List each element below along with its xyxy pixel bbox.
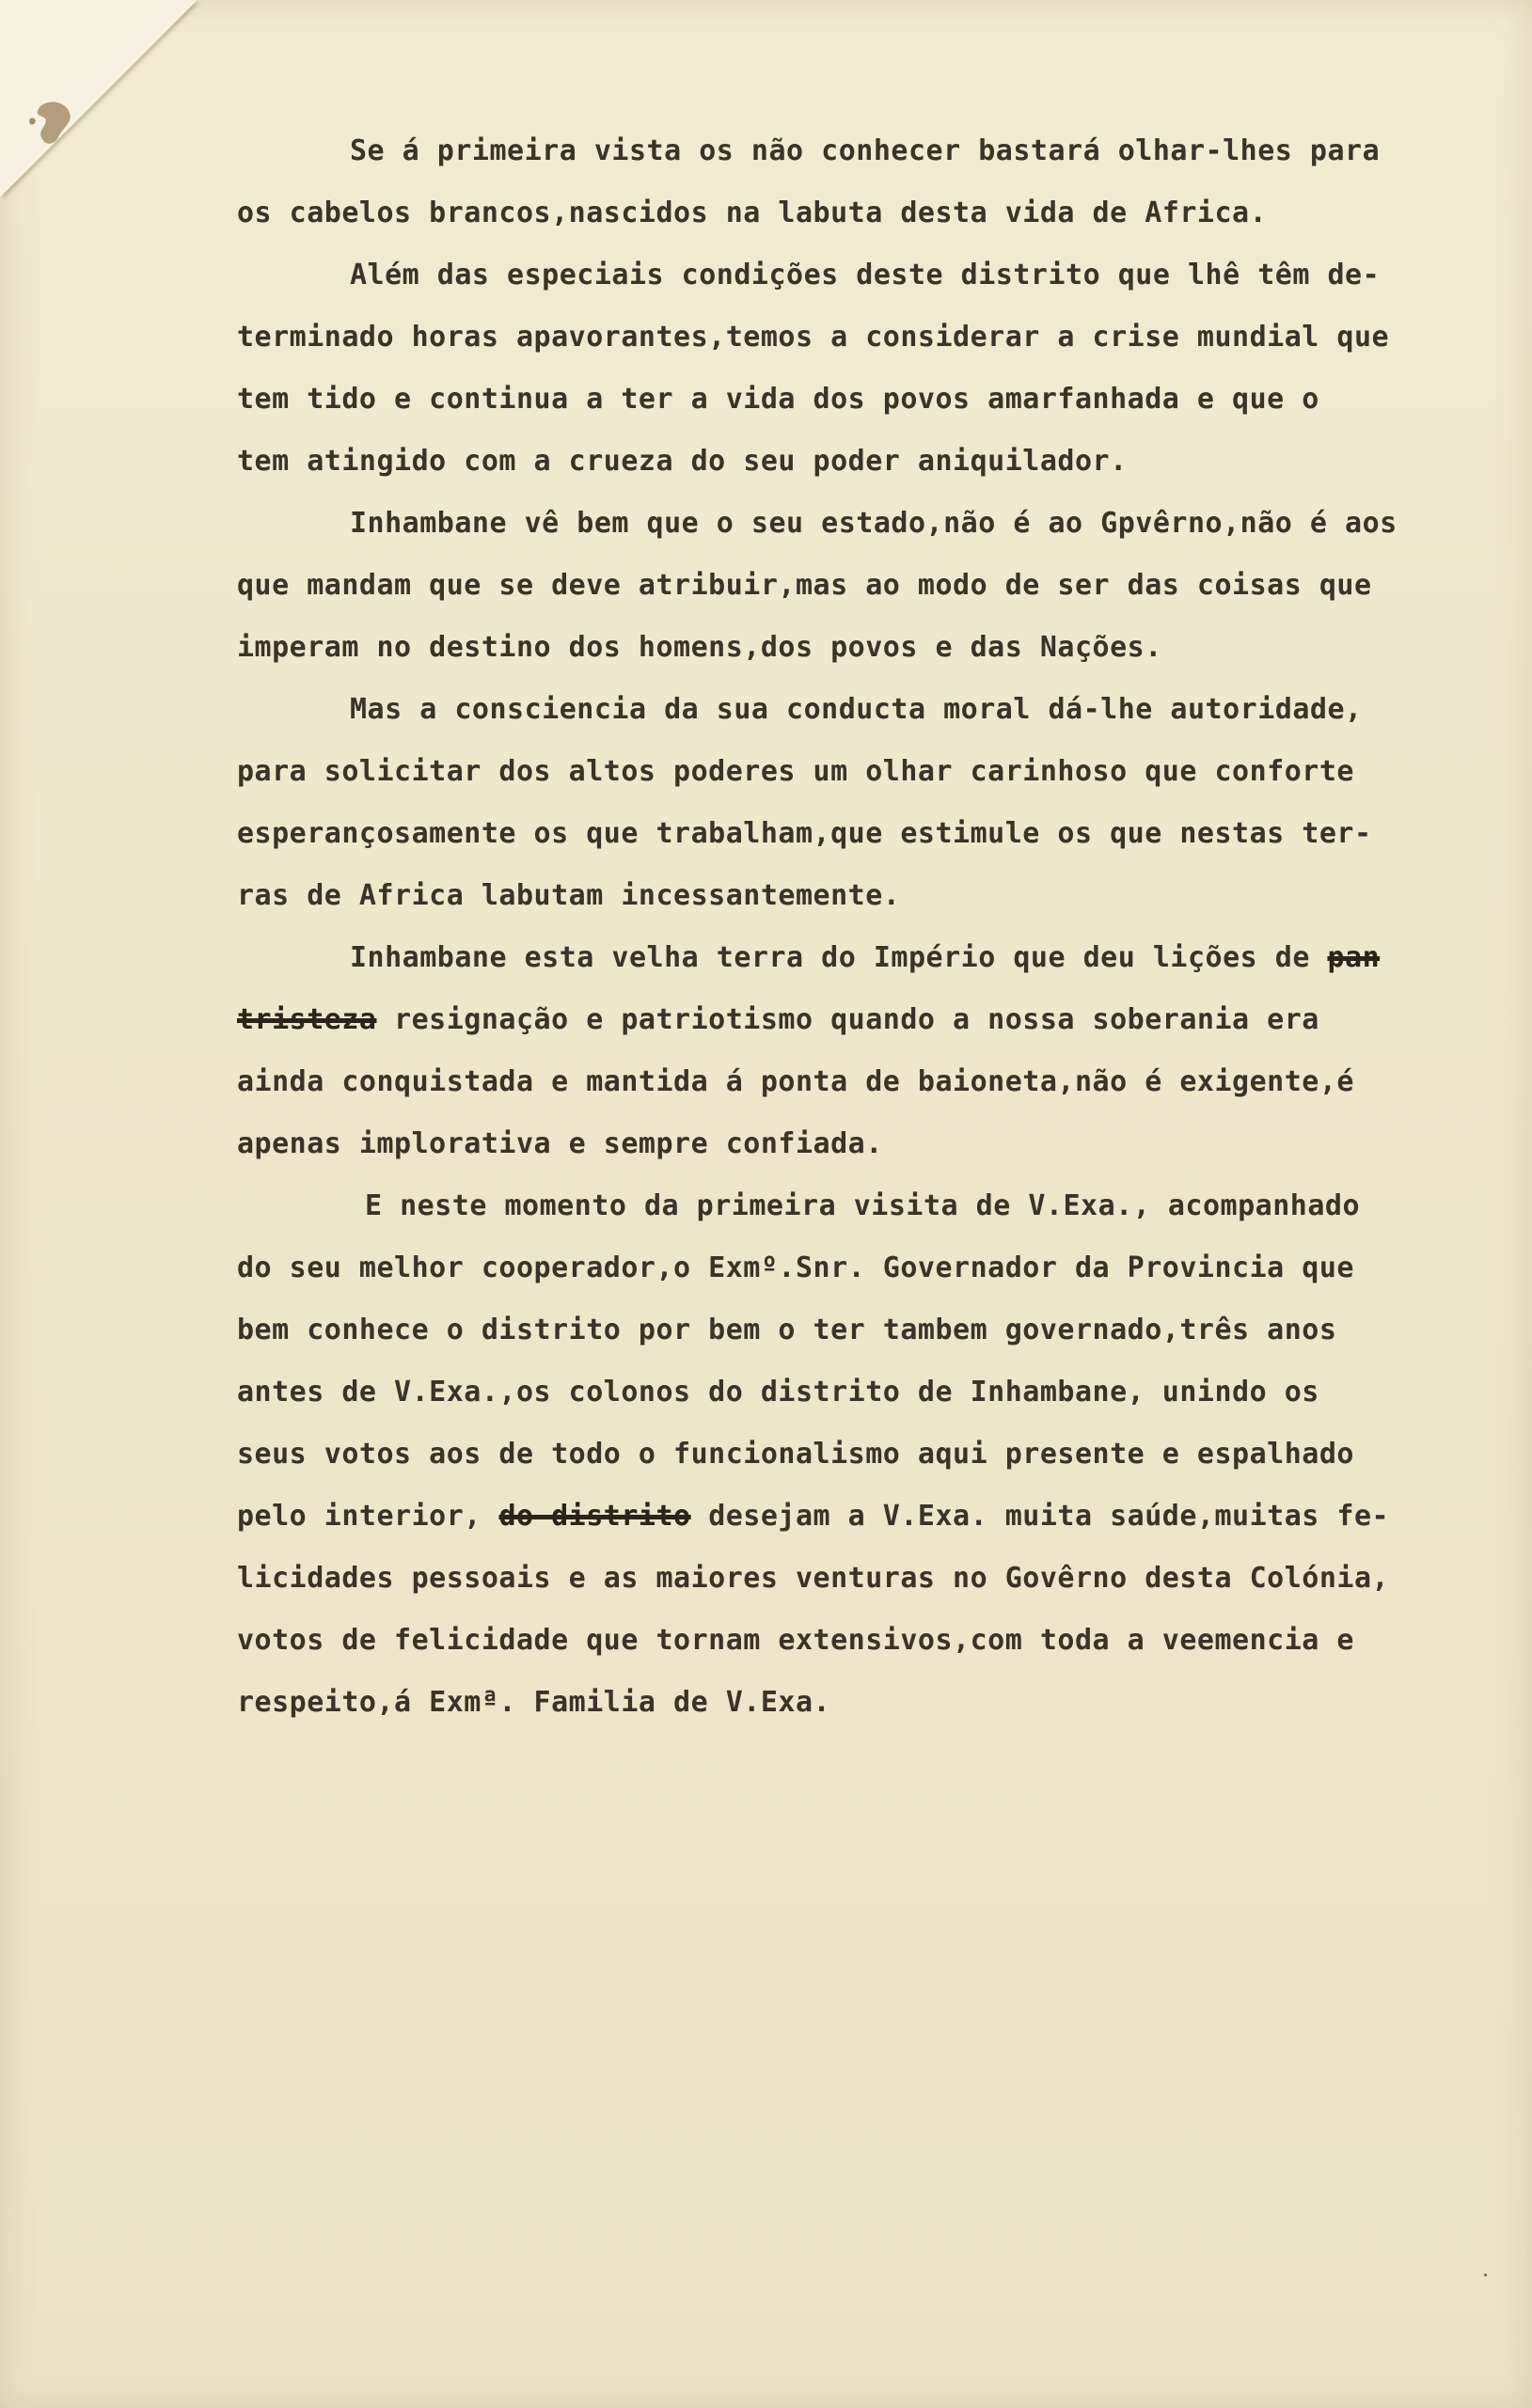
text-line: tem tido e continua a ter a vida dos povos amarfanhada e que o <box>237 383 1319 416</box>
text-line: terminado horas apavorantes,temos a considerar a crise mundial que <box>237 321 1390 354</box>
typed-text-block <box>237 120 1488 1734</box>
text-line: seus votos aos de todo o funcionalismo aqui presente e espalhado <box>237 1438 1354 1471</box>
text-line: Inhambane vê bem que o seu estado,não é ao Gpvêrno,não é aos <box>350 507 1398 540</box>
text-line: E neste momento da primeira visita de V.Exa., acompanhado <box>365 1189 1361 1222</box>
text-segment: Inhambane esta velha terra do Império que deu lições de <box>350 941 1310 974</box>
text-line: para solicitar dos altos poderes um olhar carinhoso que conforte <box>237 755 1354 788</box>
text-segment: pelo interior, <box>237 1500 482 1533</box>
text-line: Mas a consciencia da sua conducta moral dá-lhe autoridade, <box>350 693 1363 726</box>
text-line: tem atingido com a crueza do seu poder aniquilador. <box>237 445 1128 478</box>
paper-speck <box>1484 2274 1487 2276</box>
text-segment: desejam a V.Exa. muita saúde,muitas fe- <box>708 1500 1390 1533</box>
text-line: imperam no destino dos homens,dos povos e das Nações. <box>237 631 1162 664</box>
text-line: que mandam que se deve atribuir,mas ao modo de ser das coisas que <box>237 569 1372 602</box>
ink-stain-icon <box>21 90 87 156</box>
struck-word: do distrito <box>498 1500 691 1533</box>
text-line: os cabelos brancos,nascidos na labuta desta vida de Africa. <box>237 197 1268 229</box>
text-line: do seu melhor cooperador,o Exmº.Snr. Governador da Provincia que <box>237 1251 1354 1284</box>
text-line: esperançosamente os que trabalham,que estimule os que nestas ter- <box>237 817 1372 850</box>
text-line-with-strike <box>237 927 1488 989</box>
text-line: ainda conquistada e mantida á ponta de baioneta,não é exigente,é <box>237 1065 1354 1098</box>
text-line: antes de V.Exa.,os colonos do distrito de Inhambane, unindo os <box>237 1376 1319 1409</box>
struck-word: tristeza <box>237 1003 377 1036</box>
text-line: ras de Africa labutam incessantemente. <box>237 879 901 912</box>
text-line: respeito,á Exmª. Familia de V.Exa. <box>237 1686 831 1719</box>
text-line: Além das especiais condições deste distrito que lhê têm de- <box>350 259 1381 291</box>
text-segment: resignação e patriotismo quando a nossa soberania era <box>394 1003 1319 1036</box>
text-line: licidades pessoais e as maiores venturas no Govêrno desta Colónia, <box>237 1562 1390 1595</box>
struck-word: pan <box>1327 941 1381 974</box>
text-line: apenas implorativa e sempre confiada. <box>237 1127 883 1160</box>
text-line: bem conhece o distrito por bem o ter tambem governado,três anos <box>237 1314 1337 1346</box>
text-line-with-strike <box>237 989 1488 1051</box>
text-line: votos de felicidade que tornam extensivos,com toda a veemencia e <box>237 1624 1354 1657</box>
text-line: Se á primeira vista os não conhecer bastará olhar-lhes para <box>350 134 1381 167</box>
text-line-with-strike <box>237 1486 1488 1548</box>
